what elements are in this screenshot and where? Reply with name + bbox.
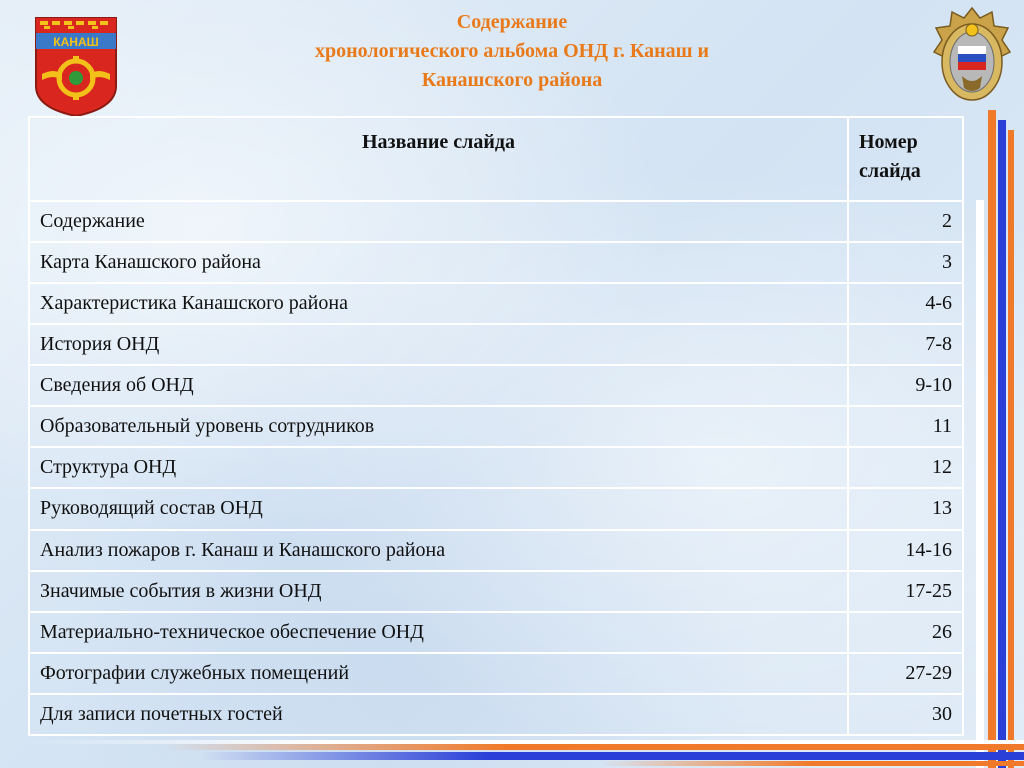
header-slide-number: Номер слайда (848, 117, 963, 201)
table-row (29, 283, 963, 324)
table-row (29, 324, 963, 365)
decor-stripe-vertical-orange (988, 110, 996, 768)
row-number: 27-29 (848, 653, 963, 694)
row-number: 2 (848, 201, 963, 242)
row-name: Сведения об ОНД (29, 365, 848, 406)
row-name: Структура ОНД (29, 447, 848, 488)
decor-stripe-vertical-orange-2 (1008, 130, 1014, 768)
row-number: 30 (848, 694, 963, 735)
row-name: Характеристика Канашского района (29, 283, 848, 324)
row-number: 11 (848, 406, 963, 447)
table-row (29, 406, 963, 447)
row-number: 26 (848, 612, 963, 653)
row-name: Фотографии служебных помещений (29, 653, 848, 694)
kanash-coat-of-arms-icon (34, 16, 118, 118)
table-row (29, 365, 963, 406)
page-title (200, 8, 824, 95)
row-number: 17-25 (848, 571, 963, 612)
table-row (29, 694, 963, 735)
decor-stripe-vertical-white (976, 200, 984, 768)
table-header-row (29, 117, 963, 201)
row-name: Для записи почетных гостей (29, 694, 848, 735)
table-row (29, 242, 963, 283)
decor-stripe-vertical-blue (998, 120, 1006, 768)
row-name: Материально-техническое обеспечение ОНД (29, 612, 848, 653)
row-name: Значимые события в жизни ОНД (29, 571, 848, 612)
title-line-1: Содержание (456, 11, 568, 33)
row-number: 4-6 (848, 283, 963, 324)
decor-stripe-horizontal-blue (200, 752, 1024, 760)
emblem-left-label: КАНАШ (53, 35, 99, 49)
decor-stripe-horizontal-orange (160, 744, 1024, 750)
table-row (29, 488, 963, 529)
table-row (29, 612, 963, 653)
table-row (29, 571, 963, 612)
row-number: 14-16 (848, 530, 963, 571)
header-slide-name: Название слайда (29, 117, 848, 201)
row-name: Руководящий состав ОНД (29, 488, 848, 529)
row-number: 12 (848, 447, 963, 488)
row-number: 3 (848, 242, 963, 283)
contents-table-wrapper (28, 116, 964, 736)
title-line-3: Канашского района (421, 69, 603, 91)
row-number: 13 (848, 488, 963, 529)
table-row (29, 530, 963, 571)
row-number: 9-10 (848, 365, 963, 406)
contents-table (28, 116, 964, 736)
fire-service-badge-icon (932, 6, 1012, 106)
table-row (29, 447, 963, 488)
row-name: Содержание (29, 201, 848, 242)
row-name: Анализ пожаров г. Канаш и Канашского района (29, 530, 848, 571)
table-row (29, 653, 963, 694)
row-name: История ОНД (29, 324, 848, 365)
row-name: Образовательный уровень сотрудников (29, 406, 848, 447)
row-name: Карта Канашского района (29, 242, 848, 283)
table-row (29, 201, 963, 242)
title-line-2: хронологического альбома ОНД г. Канаш и (314, 40, 709, 62)
row-number: 7-8 (848, 324, 963, 365)
decor-stripe-horizontal-orange-2 (600, 761, 1024, 766)
